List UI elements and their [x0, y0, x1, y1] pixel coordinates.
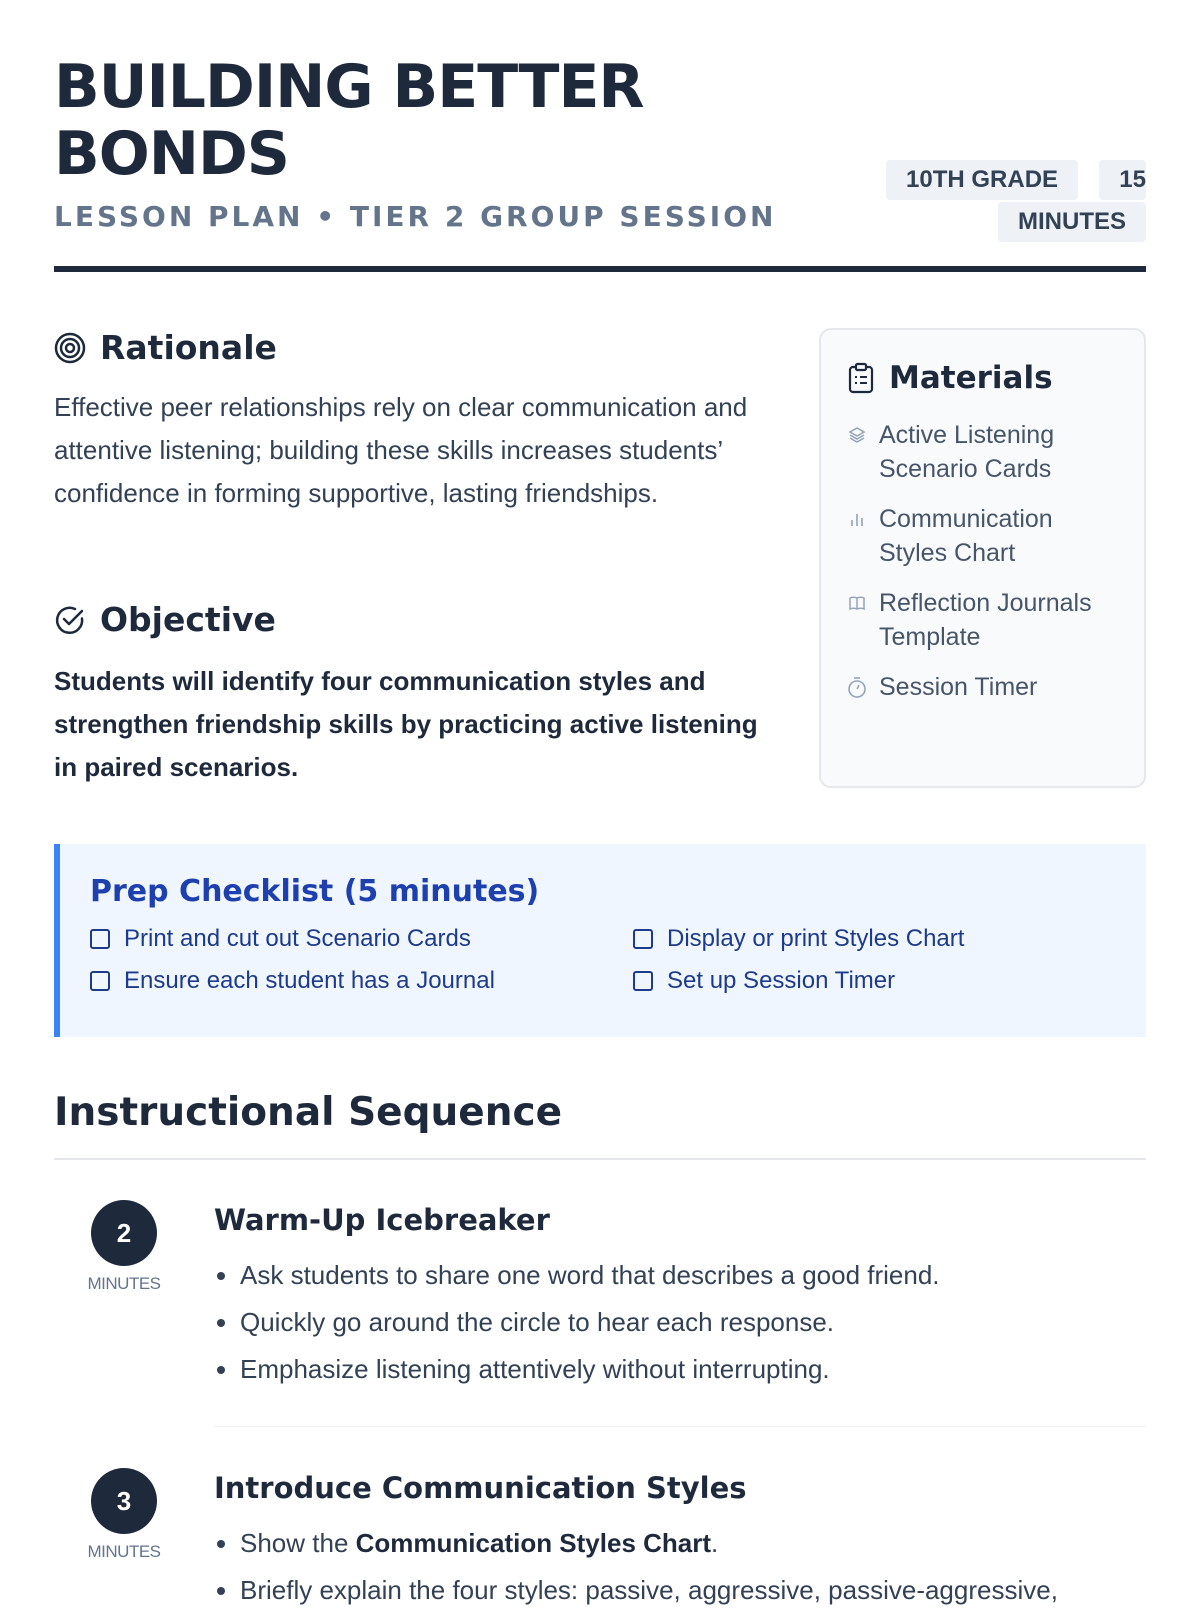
duration-badge-number: 15	[1099, 160, 1146, 200]
step-bullet: • Ask students to share one word that describes a good friend.	[240, 1252, 1146, 1299]
bullet-emphasis: Communication Styles Chart	[355, 1528, 712, 1558]
bullet-suffix: .	[711, 1528, 719, 1558]
step-duration	[84, 1200, 164, 1294]
header-divider	[54, 266, 1146, 272]
step-minutes-circle: 2	[91, 1200, 157, 1266]
checkbox[interactable]	[90, 971, 110, 991]
header	[54, 54, 1146, 274]
material-label: Session Timer	[879, 673, 1038, 701]
rationale-text: Effective peer relationships rely on clear communication and attentive listening; building these skills increases students’ confidence in forming supportive, lasting friendships.	[54, 392, 748, 508]
checklist-item[interactable]	[90, 967, 633, 995]
material-item	[847, 502, 1118, 570]
step-body	[214, 1200, 1146, 1393]
step-title: Warm-Up Icebreaker	[214, 1203, 550, 1237]
material-item	[847, 670, 1118, 704]
step-minutes-circle: 3	[91, 1468, 157, 1534]
step-bullet: • Quickly go around the circle to hear each response.	[240, 1299, 1146, 1346]
material-label: Reflection Journals Template	[879, 589, 1092, 651]
objective-heading-row	[54, 600, 276, 639]
checklist-item[interactable]	[90, 925, 633, 953]
rationale-heading: Rationale	[100, 328, 277, 367]
step-divider	[214, 1426, 1146, 1427]
checkbox[interactable]	[633, 971, 653, 991]
layers-icon	[847, 418, 867, 452]
timer-icon	[847, 670, 867, 704]
checklist-item-label: Ensure each student has a Journal	[124, 967, 495, 994]
checklist-item[interactable]	[633, 967, 1083, 995]
badge-group	[886, 160, 1146, 244]
sequence-heading: Instructional Sequence	[54, 1090, 563, 1135]
material-item	[847, 418, 1118, 486]
step-duration	[84, 1468, 164, 1562]
step-minutes-label: MINUTES	[87, 1274, 161, 1293]
materials-card	[819, 328, 1146, 788]
rationale-heading-row	[54, 328, 277, 367]
objective-text: Students will identify four communication styles and strengthen friendship skills by practicing active listening in paired scenarios.	[54, 666, 758, 782]
step-title: Introduce Communication Styles	[214, 1471, 747, 1505]
step-bullet	[240, 1520, 1146, 1567]
step-bullets	[214, 1252, 1146, 1393]
objective-heading: Objective	[100, 600, 276, 639]
material-label: Communication Styles Chart	[879, 505, 1053, 567]
checklist-item-label: Set up Session Timer	[667, 967, 896, 994]
target-icon	[54, 332, 86, 364]
sequence-divider	[54, 1158, 1146, 1160]
checklist-grid	[90, 925, 1116, 995]
page-subtitle: LESSON PLAN • TIER 2 GROUP SESSION	[54, 200, 777, 233]
step-minutes-label: MINUTES	[87, 1542, 161, 1561]
material-label: Active Listening Scenario Cards	[879, 421, 1055, 483]
material-item	[847, 586, 1118, 654]
duration-badge-unit: MINUTES	[998, 202, 1146, 242]
step-bullet: • Briefly explain the four styles: passive, aggressive, passive-aggressive,	[240, 1567, 1146, 1614]
checklist-item-label: Print and cut out Scenario Cards	[124, 925, 471, 952]
bar-chart-icon	[847, 502, 867, 536]
step-bullet: • Emphasize listening attentively without interrupting.	[240, 1346, 1146, 1393]
bullet-prefix: Show the	[240, 1528, 356, 1558]
book-icon	[847, 586, 867, 620]
checkbox[interactable]	[90, 929, 110, 949]
page-title: BUILDING BETTER BONDS	[54, 52, 644, 189]
prep-checklist	[54, 844, 1146, 1037]
checklist-item[interactable]	[633, 925, 1083, 953]
step-body	[214, 1468, 1146, 1614]
materials-heading: Materials	[889, 360, 1053, 396]
clipboard-icon	[847, 362, 875, 394]
check-circle-icon	[54, 604, 86, 636]
checklist-item-label: Display or print Styles Chart	[667, 925, 965, 952]
prep-heading: Prep Checklist (5 minutes)	[90, 874, 540, 909]
checkbox[interactable]	[633, 929, 653, 949]
grade-badge: 10TH GRADE	[886, 160, 1078, 200]
materials-heading-row	[847, 360, 1118, 396]
